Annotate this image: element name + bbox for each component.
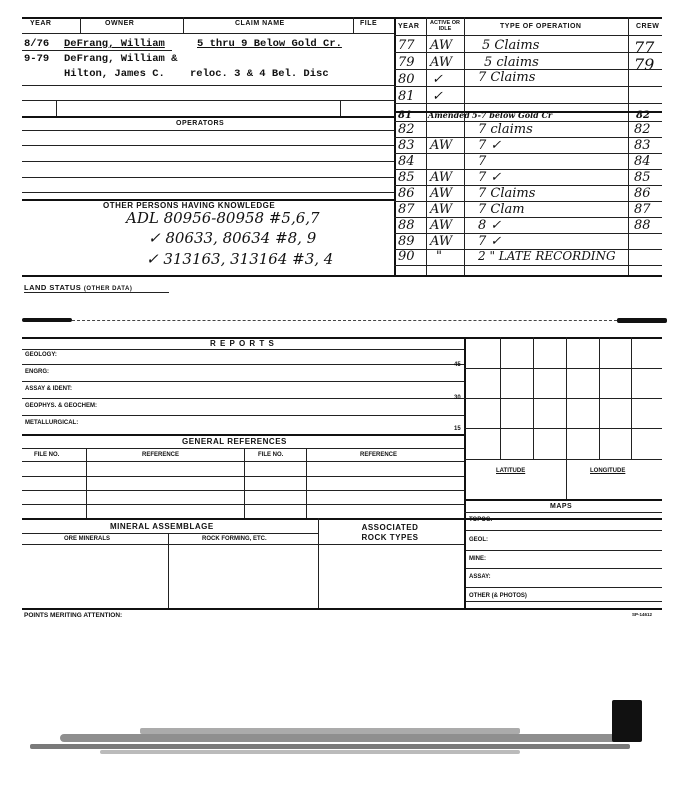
claim-row-2-year: 9-79 xyxy=(24,53,50,65)
activity-row-7-type: 7 ✓ xyxy=(478,138,502,153)
activity-row-5-type: 5-7 below Gold Cr xyxy=(472,110,553,120)
activity-row-1-year: 77 xyxy=(398,38,415,53)
form-number: SP-14612 xyxy=(632,612,653,617)
activity-row-6-year: 82 xyxy=(398,122,415,137)
scan-smudge-right xyxy=(617,318,667,323)
activity-row-5-year: 81 xyxy=(398,110,412,121)
report-assay-label: ASSAY & IDENT: xyxy=(25,386,73,392)
activity-row-12-crew: 88 xyxy=(634,218,651,233)
activity-row-7-year: 83 xyxy=(398,138,415,153)
activity-row-11-year: 87 xyxy=(398,202,415,217)
claim-row-1-owner: DeFrang, William xyxy=(64,38,165,50)
activity-year-header: YEAR xyxy=(398,23,420,30)
activity-row-9-year: 85 xyxy=(398,170,415,185)
activity-row-5-crew: 82 xyxy=(636,110,650,121)
activity-row-8-type: 7 xyxy=(478,154,487,169)
ore-minerals-label: ORE MINERALS xyxy=(64,536,111,542)
file-header: FILE xyxy=(360,20,378,27)
ref-file-no-1-header: FILE NO. xyxy=(34,452,60,458)
other-persons-line-2: ✓ 80633, 80634 #8, 9 xyxy=(148,229,317,247)
activity-row-3-type: 7 Claims xyxy=(478,70,536,85)
activity-row-13-year: 89 xyxy=(398,234,415,249)
ref-reference-2-header: REFERENCE xyxy=(360,452,398,458)
rock-forming-label: ROCK FORMING, ETC. xyxy=(202,536,267,542)
activity-row-10-crew: 86 xyxy=(634,186,651,201)
report-engrg-label: ENGRG: xyxy=(25,369,49,375)
general-references-title: GENERAL REFERENCES xyxy=(182,437,287,446)
report-geophys-num: 30 xyxy=(454,395,461,401)
type-of-operation-header: TYPE OF OPERATION xyxy=(500,23,582,30)
map-other-label: OTHER (& PHOTOS) xyxy=(469,593,527,599)
crew-header: CREW xyxy=(636,23,660,30)
activity-row-2-crew: 79 xyxy=(634,55,655,74)
activity-row-9-type: 7 ✓ xyxy=(478,170,502,185)
activity-row-2-year: 79 xyxy=(398,55,415,70)
claim-row-3-owner: Hilton, James C. xyxy=(64,68,165,80)
map-mine-label: MINE: xyxy=(469,556,486,562)
claim-name-header: CLAIM NAME xyxy=(235,20,285,27)
points-meriting-attention-label: POINTS MERITING ATTENTION: xyxy=(24,612,123,619)
land-status-label: LAND STATUS (OTHER DATA) xyxy=(24,283,133,292)
owner-header: OWNER xyxy=(105,20,135,27)
map-geol-label: GEOL: xyxy=(469,537,488,543)
activity-row-6-crew: 82 xyxy=(634,122,651,137)
activity-row-3-year: 80 xyxy=(398,72,415,87)
other-persons-line-1: ADL 80956-80958 #5,6,7 xyxy=(126,209,320,227)
scan-smudge-left xyxy=(22,318,72,322)
activity-row-14-type: 2 " LATE RECORDING xyxy=(478,249,616,263)
operators-title: OPERATORS xyxy=(176,120,225,127)
maps-title: MAPS xyxy=(550,503,573,510)
report-metallurgical-label: METALLURGICAL: xyxy=(25,420,79,426)
activity-row-1-type: 5 Claims xyxy=(482,38,540,53)
report-geophys-label: GEOPHYS. & GEOCHEM: xyxy=(25,403,98,409)
activity-row-1-active: AW xyxy=(430,38,453,53)
activity-row-12-active: AW xyxy=(430,218,453,233)
claim-row-2-owner: DeFrang, William & xyxy=(64,53,178,65)
other-persons-title: OTHER PERSONS HAVING KNOWLEDGE xyxy=(103,201,276,210)
activity-row-8-crew: 84 xyxy=(634,154,651,169)
activity-row-10-type: 7 Claims xyxy=(478,186,536,201)
activity-row-14-active: " xyxy=(436,249,442,264)
report-metallurgical-num: 15 xyxy=(454,426,461,432)
map-assay-label: ASSAY: xyxy=(469,574,491,580)
activity-row-7-active: AW xyxy=(430,138,453,153)
claim-row-1-year: 8/76 xyxy=(24,38,50,50)
associated-rock-types-title: ASSOCIATED ROCK TYPES xyxy=(361,523,419,542)
report-geology-label: GEOLOGY: xyxy=(25,352,57,358)
claim-row-3-claim: reloc. 3 & 4 Bel. Disc xyxy=(190,68,329,80)
activity-row-7-crew: 83 xyxy=(634,138,651,153)
activity-row-1-crew: 77 xyxy=(634,38,655,57)
activity-row-9-active: AW xyxy=(430,170,453,185)
activity-row-6-type: 7 claims xyxy=(478,122,533,137)
longitude-label: LONGITUDE xyxy=(590,468,626,474)
activity-row-11-crew: 87 xyxy=(634,202,651,217)
claim-row-1-claim: 5 thru 9 Below Gold Cr. xyxy=(197,38,342,50)
ref-file-no-2-header: FILE NO. xyxy=(258,452,284,458)
mineral-assemblage-title: MINERAL ASSEMBLAGE xyxy=(110,522,214,531)
activity-row-5-active: Amended xyxy=(428,110,470,120)
activity-row-14-year: 90 xyxy=(398,249,415,264)
activity-row-8-year: 84 xyxy=(398,154,415,169)
map-topog-label: TOPOG. xyxy=(469,517,493,523)
activity-row-4-active: ✓ xyxy=(432,89,443,104)
activity-row-11-type: 7 Clam xyxy=(478,202,525,217)
other-persons-line-3: ✓ 313163, 313164 #3, 4 xyxy=(146,250,334,268)
latitude-label: LATITUDE xyxy=(496,468,526,474)
activity-row-2-type: 5 claims xyxy=(484,55,539,70)
ref-reference-1-header: REFERENCE xyxy=(142,452,180,458)
activity-row-12-type: 8 ✓ xyxy=(478,218,502,233)
report-engrg-num: 45 xyxy=(454,362,461,368)
activity-row-12-year: 88 xyxy=(398,218,415,233)
activity-row-4-year: 81 xyxy=(398,89,415,104)
activity-row-10-year: 86 xyxy=(398,186,415,201)
activity-row-13-active: AW xyxy=(430,234,453,249)
active-idle-header: ACTIVE OR IDLE xyxy=(430,20,460,32)
activity-row-13-type: 7 ✓ xyxy=(478,234,502,249)
reports-title: R E P O R T S xyxy=(210,339,275,348)
activity-row-10-active: AW xyxy=(430,186,453,201)
activity-row-11-active: AW xyxy=(430,202,453,217)
activity-row-3-active: ✓ xyxy=(432,72,443,87)
year-header: YEAR xyxy=(30,20,52,27)
activity-row-9-crew: 85 xyxy=(634,170,651,185)
activity-row-2-active: AW xyxy=(430,55,453,70)
